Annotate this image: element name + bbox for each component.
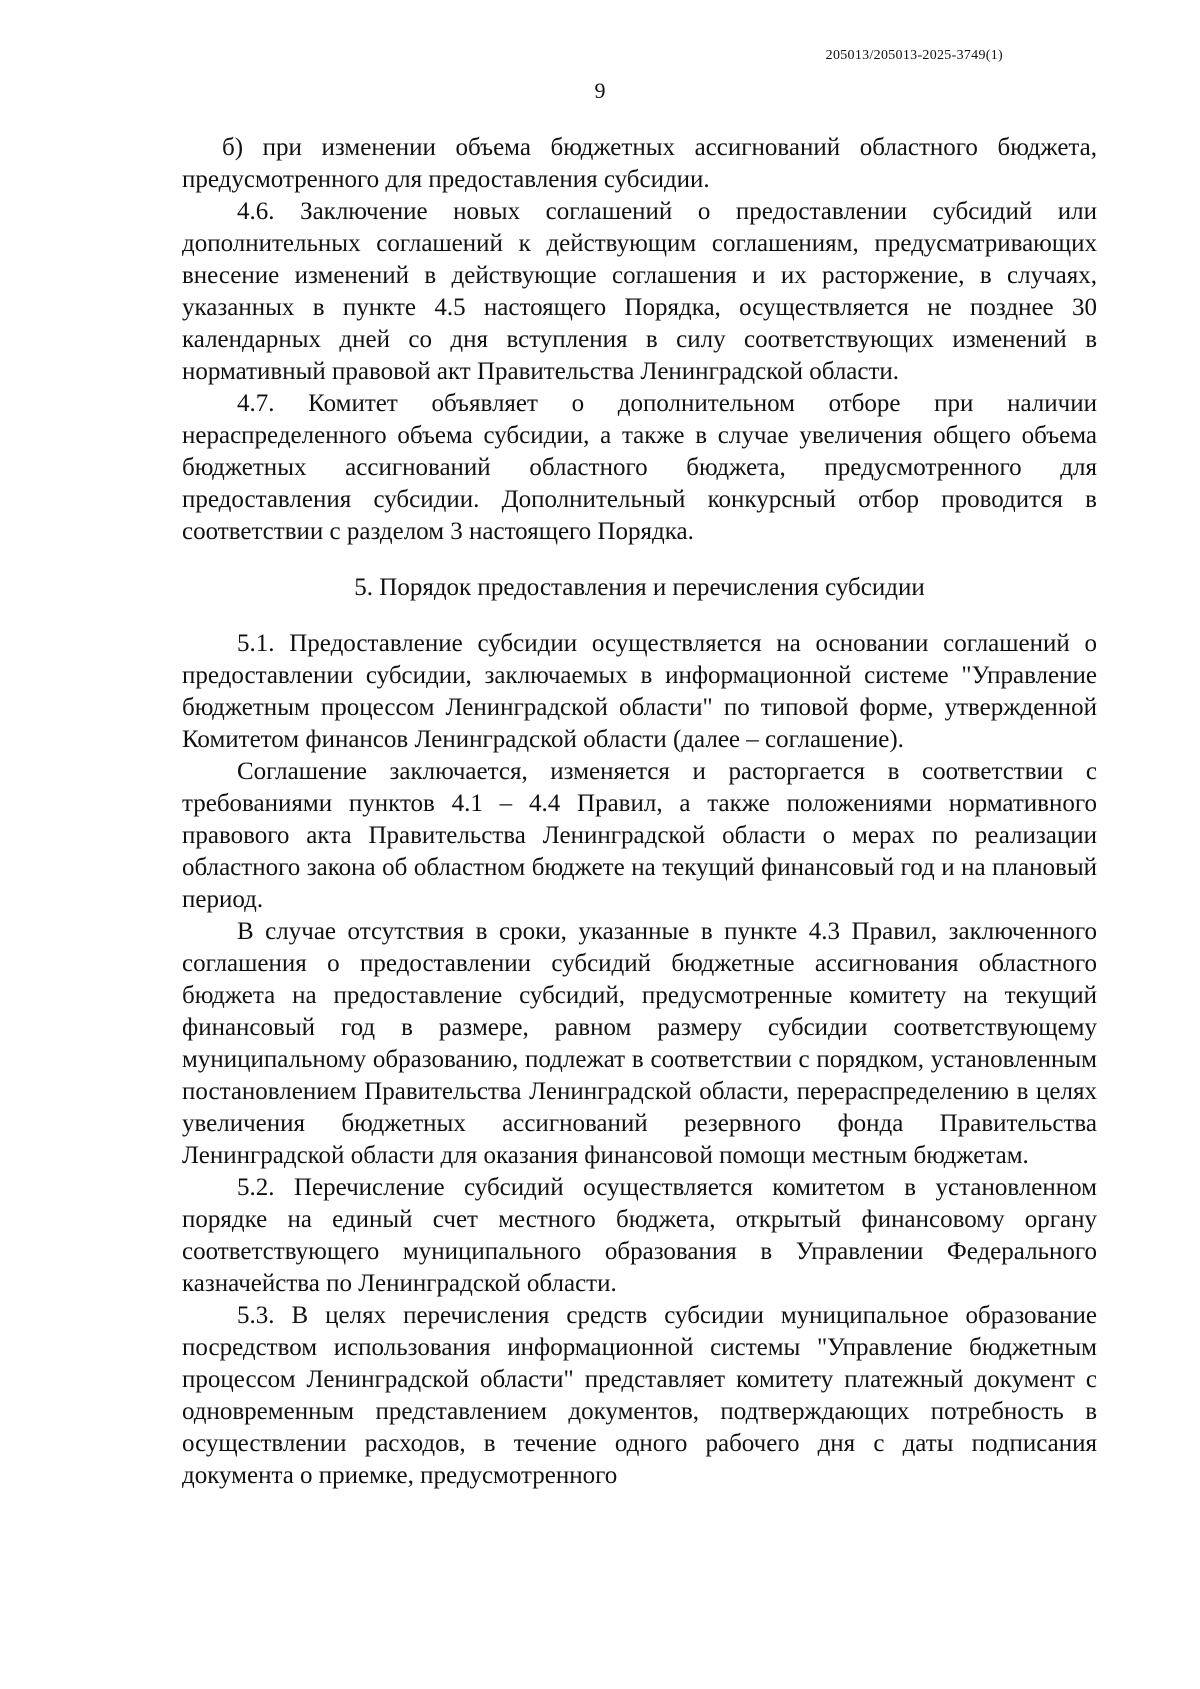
paragraph-4-6: 4.6. Заключение новых соглашений о предоставлении субсидий или дополнительных соглашений к действующим соглашениям, предусматривающих внесение изменений в действующие соглашения и их расторжение, в случаях, указанных в пункте 4.5 настоящего Порядка, осуществляется не позднее 30 календарных дней со дня вступления в силу соответствующих изменений в нормативный правовой акт Правительства Ленинградской области. bbox=[182, 198, 1097, 385]
paragraph-5-1: 5.1. Предоставление субсидии осуществляется на основании соглашений о предоставлении субсидии, заключаемых в информационной системе "Управление бюджетным процессом Ленинградской области" по типовой форме, утвержденной Комитетом финансов Ленинградской области (далее – соглашение). bbox=[182, 630, 1097, 753]
paragraph-4-7: 4.7. Комитет объявляет о дополнительном отборе при наличии нераспределенного объема субсидии, а также в случае увеличения общего объема бюджетных ассигнований областного бюджета, предусмотренного для предоставления субсидии. Дополнительный конкурсный отбор проводится в соответствии с разделом 3 настоящего Порядка. bbox=[182, 390, 1097, 545]
section-heading: 5. Порядок предоставления и перечисления субсидии bbox=[354, 574, 925, 601]
paragraph-absence: В случае отсутствия в сроки, указанные в пункте 4.3 Правил, заключенного соглашения о предоставлении субсидий бюджетные ассигнования областного бюджета на предоставление субсидий, предусмотренные комитету на текущий финансовый год в размере, равном размеру субсидии соответствующему муниципальному образованию, подлежат в соответствии с порядком, установленным постановлением Правительства Ленинградской области, перераспределению в целях увеличения бюджетных ассигнований резервного фонда Правительства Ленинградской области для оказания финансовой помощи местным бюджетам. bbox=[182, 918, 1097, 1169]
document-id: 205013/205013-2025-3749(1) bbox=[825, 48, 1003, 63]
page-number: 9 bbox=[594, 78, 606, 103]
document-body bbox=[182, 132, 1097, 1492]
paragraph-5-3: 5.3. В целях перечисления средств субсидии муниципальное образование посредством использования информационной системы "Управление бюджетным процессом Ленинградской области" представляет комитету платежный документ с одновременным представлением документов, подтверждающих потребность в осуществлении расходов, в течение одного рабочего дня с даты подписания документа о приемке, предусмотренного bbox=[182, 1302, 1097, 1489]
paragraph-b: б) при изменении объема бюджетных ассигнований областного бюджета, предусмотренного для предоставления субсидии. bbox=[182, 134, 1097, 193]
paragraph-agreement: Соглашение заключается, изменяется и расторгается в соответствии с требованиями пунктов 4.1 – 4.4 Правил, а также положениями нормативного правового акта Правительства Ленинградской области о мерах по реализации областного закона об областном бюджете на текущий финансовый год и на плановый период. bbox=[182, 758, 1097, 913]
paragraph-5-2: 5.2. Перечисление субсидий осуществляется комитетом в установленном порядке на единый счет местного бюджета, открытый финансовому органу соответствующего муниципального образования в Управлении Федерального казначейства по Ленинградской области. bbox=[182, 1174, 1097, 1297]
